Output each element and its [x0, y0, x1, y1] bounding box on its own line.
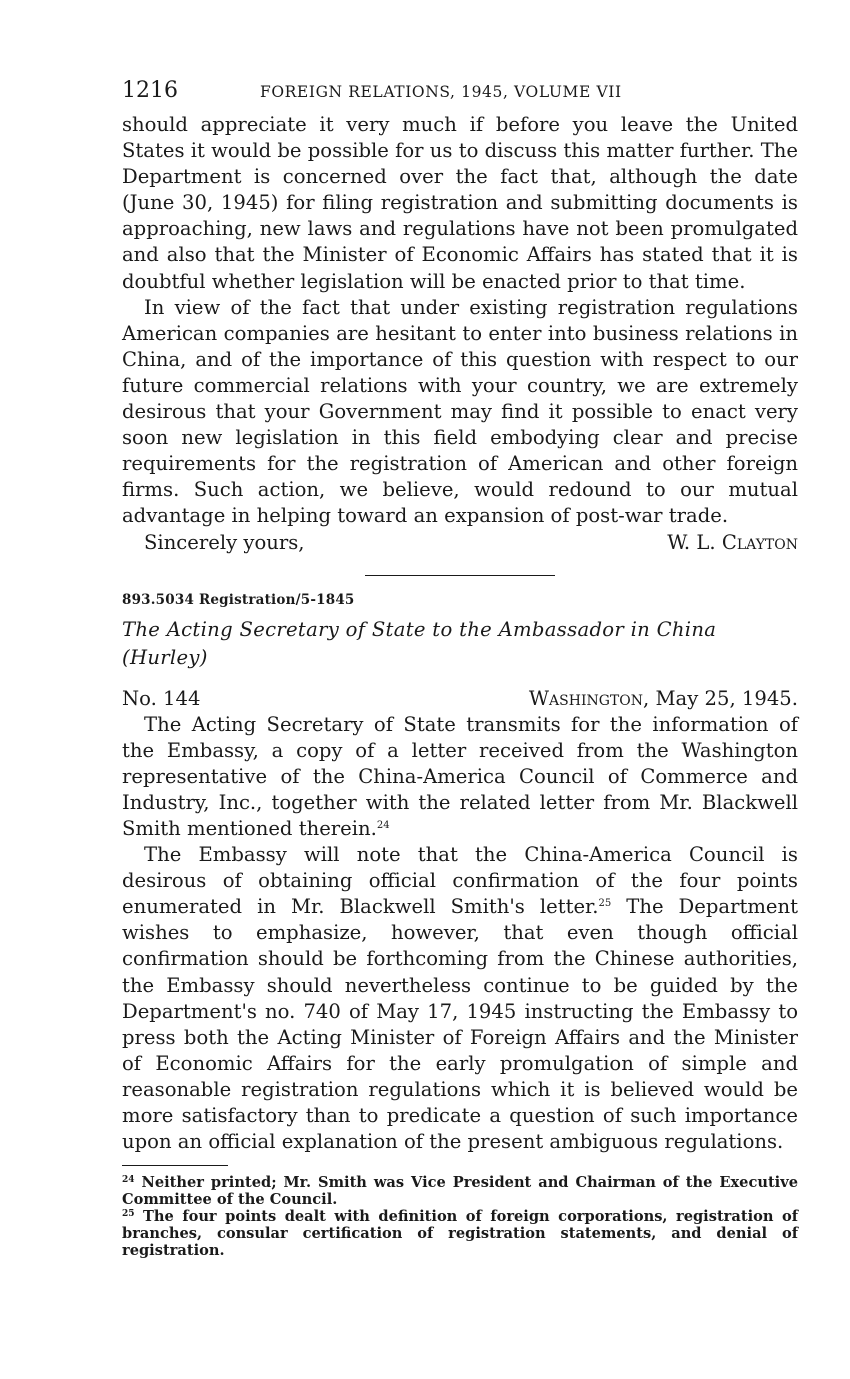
footnote — [122, 1174, 798, 1208]
signature-initials: W. L. — [667, 530, 722, 554]
complimentary-close: Sincerely yours, — [144, 530, 305, 554]
paragraph-text: The Department wishes to emphasize, however, that even though official confirmation should be forthcoming from the Chinese authorities, the Embassy should nevertheless continue to be guided by the Department's no. 740 of May 17, 1945 instructing the Embassy to press both the Acting Minister of Foreign Affairs and the Minister of Economic Affairs for the early promulgation of simple and reasonable registration regulations which it is believed would be more satisfactory than to predicate a question of such importance upon an official explanation of the present ambiguous regulations. — [122, 895, 798, 1154]
footnote-ref[interactable]: 24 — [376, 819, 390, 831]
dateline-place: Washington — [528, 686, 644, 710]
document-paragraph — [122, 842, 798, 1155]
paragraph-text: The Embassy will note that the China-America Council is desirous of obtaining official confirmation of the four points enumerated in Mr. Blackwell Smith's letter. — [122, 843, 798, 919]
footnote-text: Neither printed; Mr. Smith was Vice President and Chairman of the Executive Committee of the Council. — [122, 1174, 798, 1209]
document-paragraph — [122, 712, 798, 842]
running-title: FOREIGN RELATIONS, 1945, VOLUME VII — [260, 83, 622, 101]
page — [122, 78, 798, 1259]
footnote — [122, 1208, 798, 1259]
signature — [667, 530, 798, 556]
running-head — [122, 78, 798, 112]
document-number: No. 144 — [122, 686, 201, 710]
page-number: 1216 — [122, 78, 178, 103]
footnote-mark: 25 — [122, 1209, 135, 1220]
footnote-ref[interactable]: 25 — [598, 898, 612, 910]
letter-paragraph: In view of the fact that under existing registration regulations American companies are hesitant to enter into business relations in China, and of the importance of this question with respect to our future commercial relations with your country, we are extremely desirous that your Government may find it possible to enact very soon new legislation in this field embodying clear and precise requirements for the registration of American and other foreign firms. Such action, we believe, would redound to our mutual advantage in helping toward an expansion of post-war trade. — [122, 295, 798, 528]
letter-paragraph: should appreciate it very much if before you leave the United States it would be possible for us to discuss this matter further. The Department is concerned over the fact that, although the date (June 30, 1945) for filing registration and submitting documents is approaching, new laws and regulations have not been promulgated and also that the Minister of Economic Affairs has stated that it is doubtful whether legislation will be enacted prior to that time. — [122, 113, 798, 293]
letter-closing — [122, 530, 798, 556]
file-number: 893.5034 Registration/5-1845 — [122, 591, 355, 608]
document-title: The Acting Secretary of State to the Ambassador in China (Hurley) — [122, 617, 717, 669]
dateline-date: , May 25, 1945. — [643, 686, 798, 710]
footnote-divider — [122, 1165, 228, 1166]
signature-surname: Clayton — [721, 530, 798, 554]
section-divider — [365, 575, 555, 576]
document-meta — [122, 686, 798, 712]
paragraph-text: The Acting Secretary of State transmits for the information of the Embassy, a copy of a letter received from the Washington representative of the China-America Council of Commerce and Industry, Inc., together with the related letter from Mr. Blackwell Smith mentioned therein. — [122, 712, 798, 840]
dateline — [529, 686, 798, 712]
footnote-text: The four points dealt with definition of foreign corporations, registration of branches, consular certification of registration statements, and denial of registration. — [122, 1208, 798, 1260]
footnote-mark: 24 — [122, 1175, 135, 1186]
